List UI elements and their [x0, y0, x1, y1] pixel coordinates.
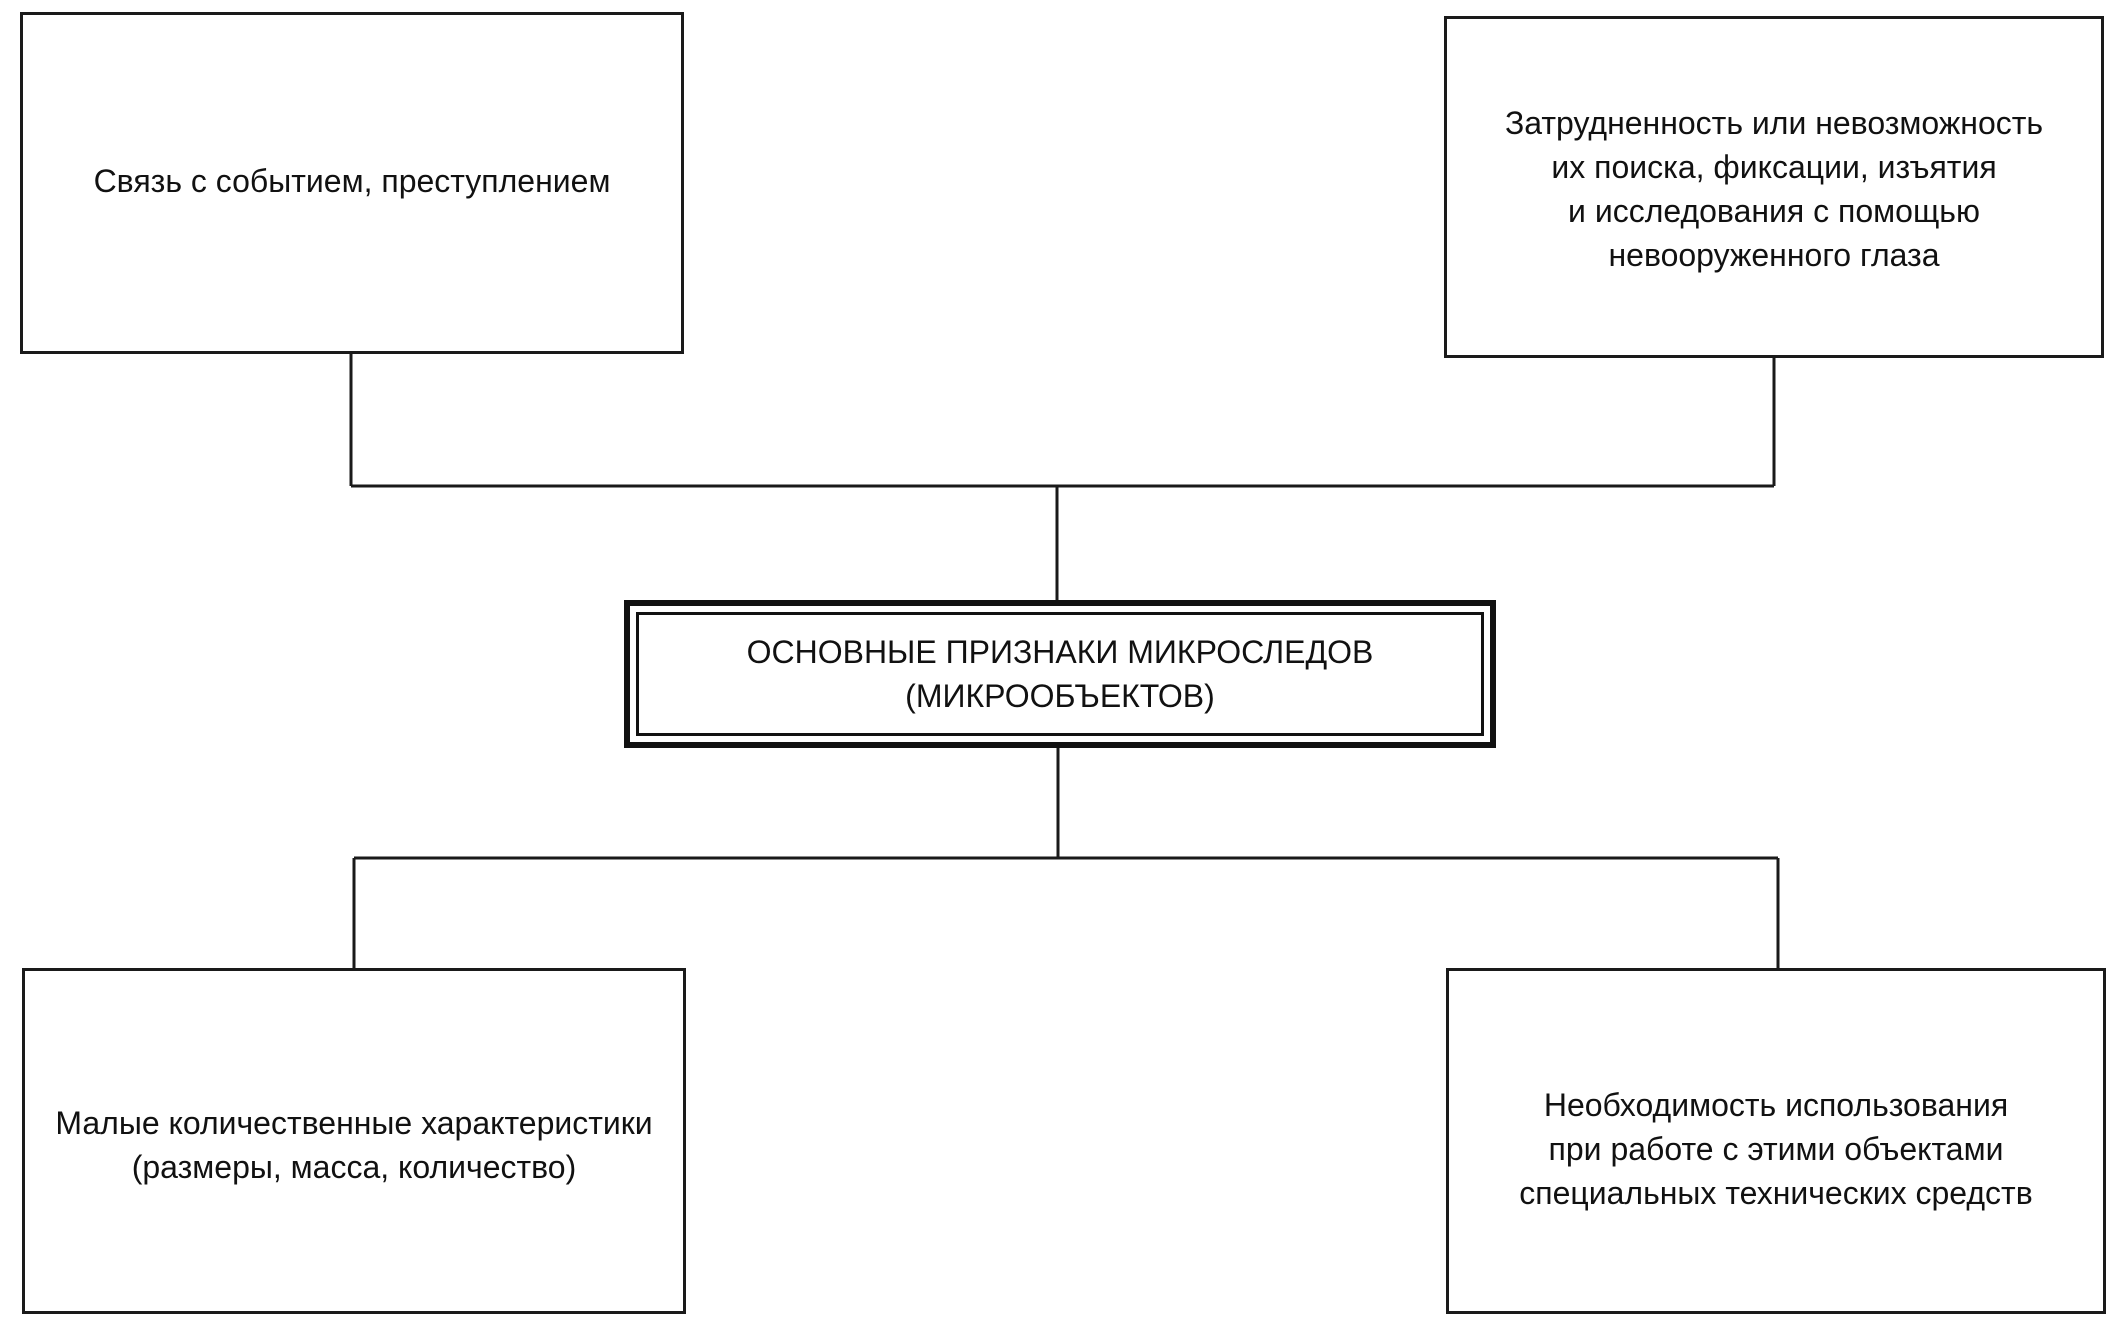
- feature-text-line: специальных технических средств: [1519, 1175, 2033, 1211]
- feature-text-line: невооруженного глаза: [1608, 237, 1940, 273]
- center-title-box: [624, 600, 1496, 748]
- feature-text-line: (размеры, масса, количество): [131, 1149, 577, 1185]
- center-title-line: ОСНОВНЫЕ ПРИЗНАКИ МИКРОСЛЕДОВ: [746, 634, 1374, 670]
- feature-text-line: Необходимость использования: [1543, 1087, 2009, 1123]
- feature-box-small-quantities: [22, 968, 686, 1314]
- feature-box-difficulty: [1444, 16, 2104, 358]
- feature-text-line: Связь с событием, преступлением: [93, 163, 611, 199]
- feature-text-line: Малые количественные характеристики: [55, 1105, 653, 1141]
- center-title-inner-frame: [636, 612, 1484, 736]
- feature-text-line: их поиска, фиксации, изъятия: [1551, 149, 1997, 185]
- feature-text-line: при работе с этими объектами: [1548, 1131, 2004, 1167]
- feature-text-line: Затрудненность или невозможность: [1504, 105, 2044, 141]
- feature-box-connection: [20, 12, 684, 354]
- feature-text-line: и исследования с помощью: [1568, 193, 1980, 229]
- center-title-line: (МИКРООБЪЕКТОВ): [905, 678, 1215, 714]
- feature-box-special-tools: [1446, 968, 2106, 1314]
